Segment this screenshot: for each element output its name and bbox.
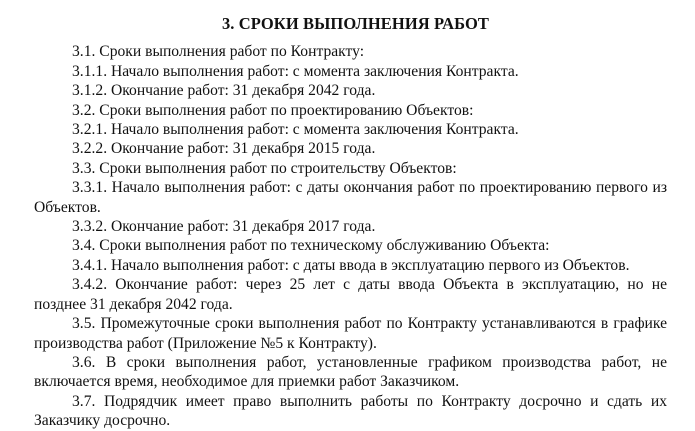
paragraph-3-4-2: 3.4.2. Окончание работ: через 25 лет с даты ввода Объекта в эксплуатацию, но не позднее 31 декабря 2042 года. (34, 276, 667, 313)
paragraph-3-7: 3.7. Подрядчик имеет право выполнить работы по Контракту досрочно и сдать их Заказчику досрочно. (34, 392, 667, 430)
paragraph-3-3-2: 3.3.2. Окончание работ: 31 декабря 2017 года. (72, 218, 376, 236)
paragraph-3-3-1: 3.3.1. Начало выполнения работ: с даты окончания работ по проектированию первого из Объектов. (34, 179, 667, 216)
paragraph-3-2-2: 3.2.2. Окончание работ: 31 декабря 2015 года. (72, 140, 376, 158)
paragraph-3-3: 3.3. Сроки выполнения работ по строительству Объектов: (72, 159, 457, 177)
paragraph-3-2-1: 3.2.1. Начало выполнения работ: с момента заключения Контракта. (72, 121, 519, 139)
paragraph-3-2: 3.2. Сроки выполнения работ по проектированию Объектов: (72, 101, 474, 119)
paragraph-3-1: 3.1. Сроки выполнения работ по Контракту: (72, 43, 365, 61)
paragraph-3-6: 3.6. В сроки выполнения работ, установленные графиком производства работ, не включается время, необходимое для приемки работ Заказчиком. (34, 353, 667, 391)
paragraph-3-5: 3.5. Промежуточные сроки выполнения работ по Контракту устанавливаются в графике производства работ (Приложение №5 к Контракту). (34, 315, 667, 352)
paragraph-3-4-1: 3.4.1. Начало выполнения работ: с даты ввода в эксплуатацию первого из Объектов. (72, 256, 630, 274)
paragraph-3-4: 3.4. Сроки выполнения работ по техническому обслуживанию Объекта: (72, 237, 550, 255)
paragraph-3-1-1: 3.1.1. Начало выполнения работ: с момента заключения Контракта. (72, 62, 519, 80)
section-title: 3. СРОКИ ВЫПОЛНЕНИЯ РАБОТ (221, 14, 490, 33)
paragraph-3-1-2: 3.1.2. Окончание работ: 31 декабря 2042 года. (72, 82, 376, 100)
